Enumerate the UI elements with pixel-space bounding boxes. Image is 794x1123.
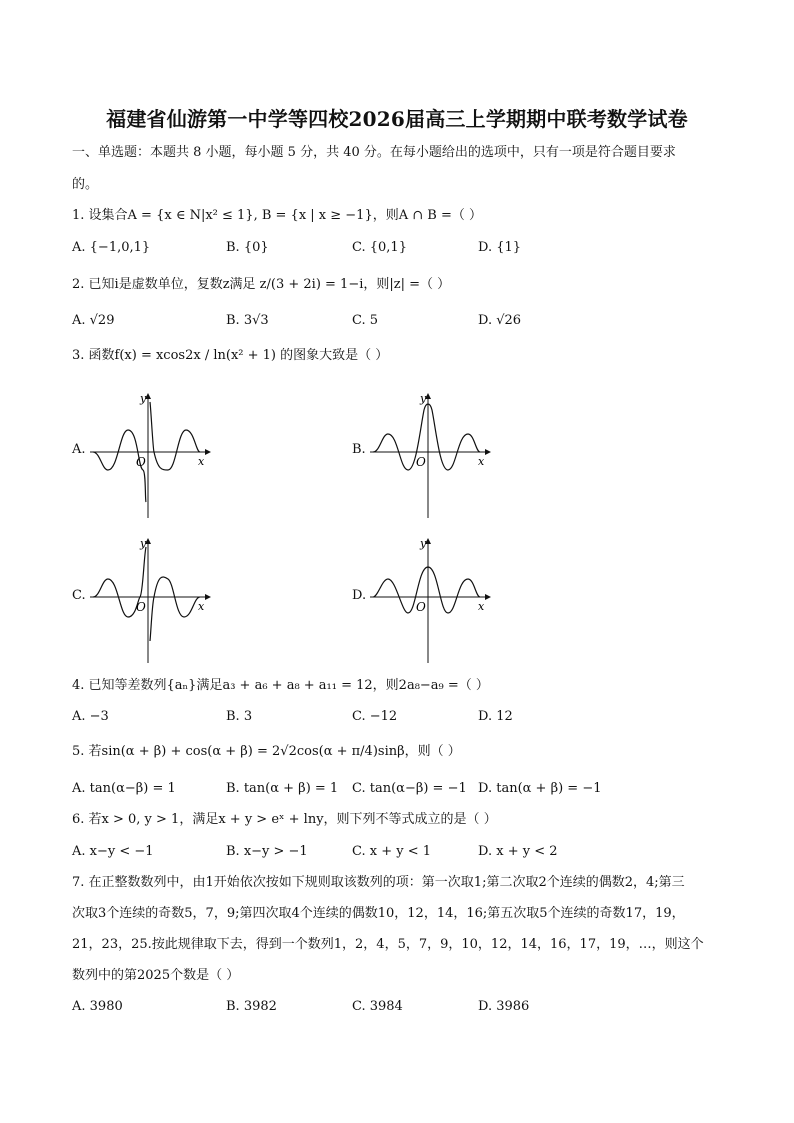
question-7-line3: 21，23，25.按此规律取下去，得到一个数列1，2，4，5，7，9，10，12，14，16，17，19，…，则这个 <box>72 937 704 952</box>
graph-d <box>368 535 498 665</box>
q2-option-d: D. √26 <box>478 313 522 328</box>
graph-d-y-label: y <box>420 537 427 550</box>
q6-option-c: C. x + y < 1 <box>352 844 432 859</box>
q4-option-b: B. 3 <box>226 709 253 724</box>
q5-option-c: C. tan(α−β) = −1 <box>352 781 467 796</box>
q7-option-a: A. 3980 <box>72 999 123 1014</box>
section-instructions-line2: 的。 <box>72 177 99 192</box>
graph-b-y-label: y <box>420 392 427 405</box>
q2-option-c: C. 5 <box>352 313 379 328</box>
q4-option-d: D. 12 <box>478 709 513 724</box>
graph-a-label: A. <box>72 442 86 457</box>
question-4-stem: 4. 已知等差数列{aₙ}满足a₃ + a₆ + a₈ + a₁₁ = 12，则2a₈−a₉ =（ ） <box>72 678 489 693</box>
question-7-line4: 数列中的第2025个数是（ ） <box>72 968 240 983</box>
question-3-stem: 3. 函数f(x) = xcos2x / ln(x² + 1) 的图象大致是（ ） <box>72 348 389 363</box>
question-1-stem: 1. 设集合A = {x ∈ N|x² ≤ 1}, B = {x | x ≥ −1}，则A ∩ B =（ ） <box>72 208 482 223</box>
graph-a-origin: O <box>136 455 146 469</box>
q5-option-d: D. tan(α + β) = −1 <box>478 781 602 796</box>
question-7-line1: 7. 在正整数数列中，由1开始依次按如下规则取该数列的项：第一次取1;第二次取2个连续的偶数2，4;第三 <box>72 875 685 890</box>
q7-option-b: B. 3982 <box>226 999 277 1014</box>
q6-option-d: D. x + y < 2 <box>478 844 558 859</box>
graph-d-label: D. <box>352 588 367 603</box>
section-instructions-line1: 一、单选题：本题共 8 小题，每小题 5 分，共 40 分。在每小题给出的选项中，只有一项是符合题目要求 <box>72 145 676 160</box>
graph-c-origin: O <box>136 600 146 614</box>
graph-d-origin: O <box>416 600 426 614</box>
graph-c-x-label: x <box>198 600 205 613</box>
question-6-stem: 6. 若x > 0, y > 1，满足x + y > eˣ + lny，则下列不等式成立的是（ ） <box>72 812 497 827</box>
q5-option-a: A. tan(α−β) = 1 <box>72 781 176 796</box>
q1-option-a: A. {−1,0,1} <box>72 240 151 255</box>
graph-c-y-label: y <box>140 537 147 550</box>
page-title: 福建省仙游第一中学等四校2026届高三上学期期中联考数学试卷 <box>106 107 688 131</box>
q6-option-b: B. x−y > −1 <box>226 844 308 859</box>
graph-a <box>88 390 218 520</box>
graph-b-x-label: x <box>478 455 485 468</box>
q2-option-a: A. √29 <box>72 313 115 328</box>
graph-d-x-label: x <box>478 600 485 613</box>
q4-option-a: A. −3 <box>72 709 109 724</box>
q6-option-a: A. x−y < −1 <box>72 844 154 859</box>
q7-option-c: C. 3984 <box>352 999 403 1014</box>
q5-option-b: B. tan(α + β) = 1 <box>226 781 339 796</box>
graph-b-origin: O <box>416 455 426 469</box>
q1-option-b: B. {0} <box>226 240 269 255</box>
question-7-line2: 次取3个连续的奇数5，7，9;第四次取4个连续的偶数10，12，14，16;第五次取5个连续的奇数17，19， <box>72 906 685 921</box>
graph-a-y-label: y <box>140 392 147 405</box>
question-2-stem: 2. 已知i是虚数单位，复数z满足 z/(3 + 2i) = 1−i，则|z| =（ ） <box>72 277 451 292</box>
graph-b <box>368 390 498 520</box>
q1-option-d: D. {1} <box>478 240 522 255</box>
graph-b-label: B. <box>352 442 366 457</box>
q2-option-b: B. 3√3 <box>226 313 269 328</box>
graph-a-x-label: x <box>198 455 205 468</box>
q4-option-c: C. −12 <box>352 709 398 724</box>
q7-option-d: D. 3986 <box>478 999 530 1014</box>
graph-c <box>88 535 218 665</box>
graph-c-label: C. <box>72 588 86 603</box>
q1-option-c: C. {0,1} <box>352 240 407 255</box>
question-5-stem: 5. 若sin(α + β) + cos(α + β) = 2√2cos(α + π/4)sinβ，则（ ） <box>72 744 461 759</box>
